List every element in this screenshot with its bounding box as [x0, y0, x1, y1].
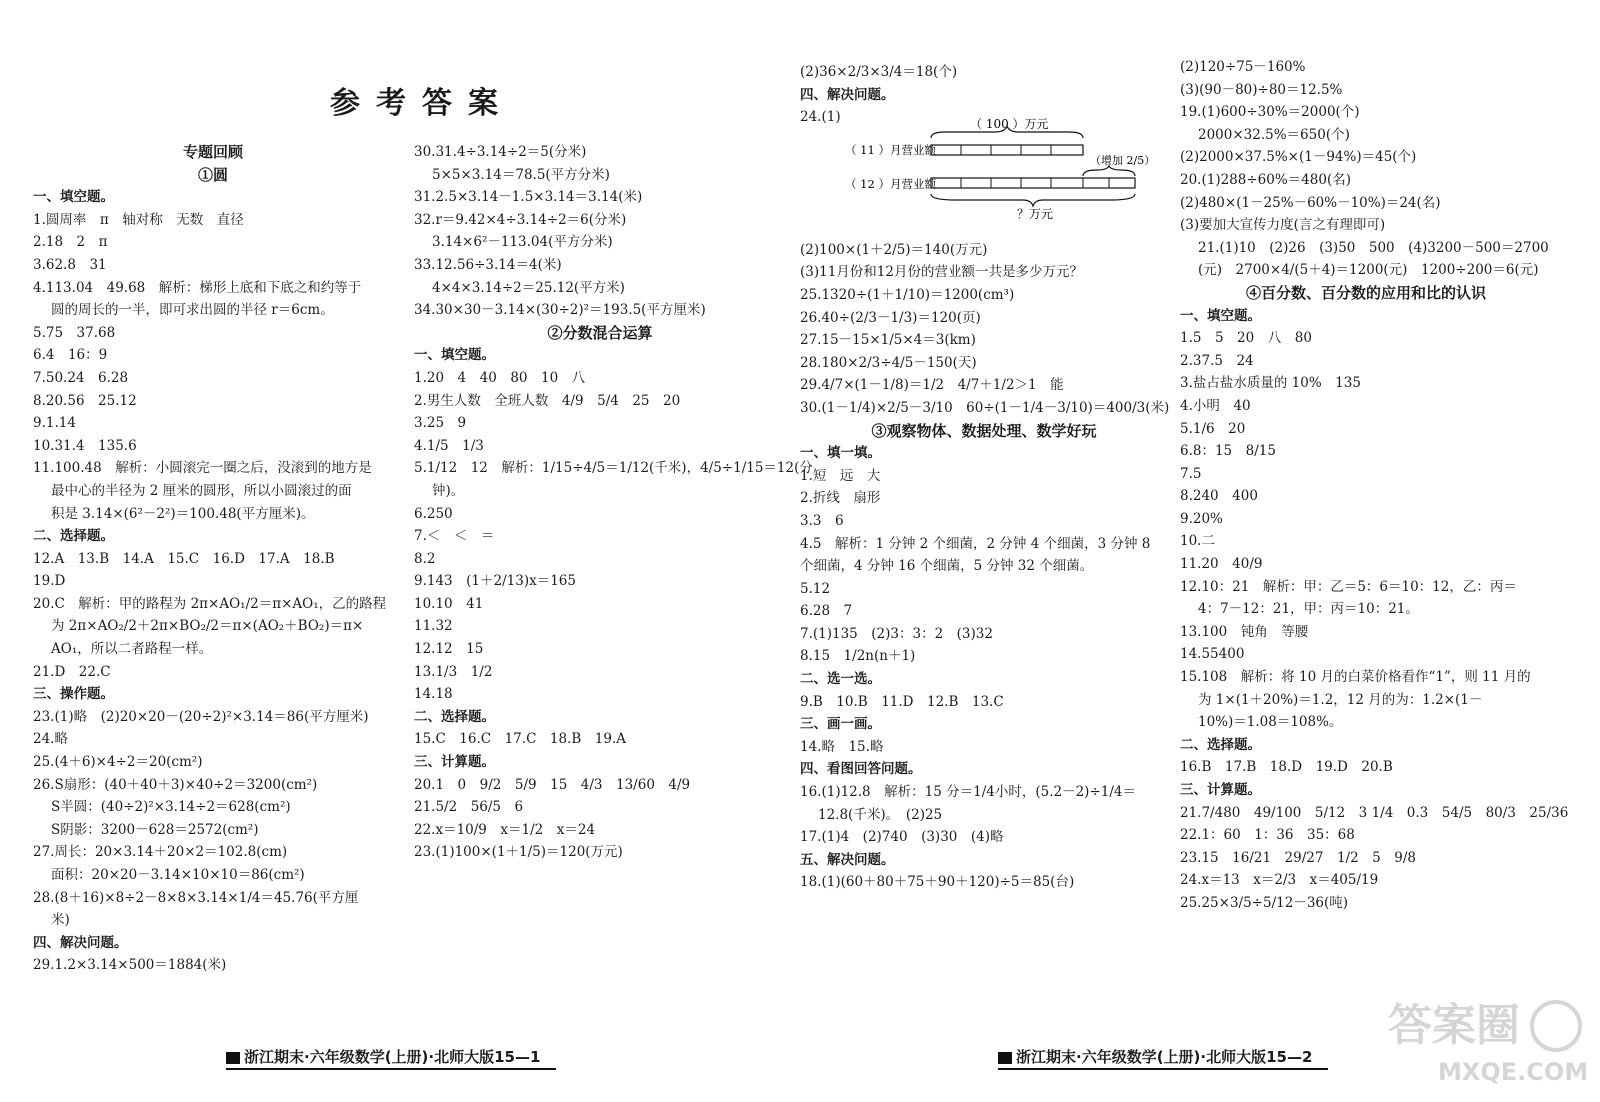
col4-line-6: (2)480×(1－25%－60%－10%)＝24(名): [1180, 194, 1441, 211]
col1-line-21: 为 2π×AO₂/2＋2π×BO₂/2＝π×(AO₂＋BO₂)＝π×: [51, 618, 364, 635]
col2-line-28: 20.1 0 9/2 5/9 15 4/3 13/60 4/9: [414, 776, 691, 793]
col3-line-4: (3)11月份和12月份的营业额一共是多少万元？: [800, 264, 1083, 281]
footer-left-text: 浙江期末·六年级数学(上册)·北师大版15—1: [244, 1048, 541, 1066]
col1-line-13: 10.31.4 135.6: [33, 437, 137, 454]
col2-line-1: 5×5×3.14＝78.5(平方分米): [432, 166, 610, 183]
footer-rule-left: [226, 1068, 556, 1070]
col2-line-23: 13.1/3 1/2: [414, 663, 493, 680]
col3-line-19: 6.28 7: [800, 603, 853, 620]
diagram-bottom-label: ？万元: [1017, 207, 1054, 220]
col3-line-3: (2)100×(1＋2/5)＝140(万元): [800, 241, 988, 258]
col4-line-0: (2)120÷75－160%: [1180, 59, 1306, 75]
diagram-row1-label: （ 11 ）月营业额: [845, 143, 936, 157]
col4-line-27: 15.108 解析：将 10 月的白菜价格看作“1”，则 11 月的: [1180, 669, 1531, 686]
col2-line-19: 9.143 (1＋2/13)x＝165: [414, 573, 576, 590]
col1-line-1: ①圆: [197, 165, 228, 184]
col4-line-1: (3)(90－80)÷80＝12.5%: [1180, 81, 1343, 98]
col4-line-25: 13.100 钝角 等腰: [1180, 623, 1309, 640]
col1-line-18: 12.A 13.B 14.A 15.C 16.D 17.A 18.B: [33, 550, 335, 567]
col2-line-20: 10.10 41: [414, 595, 484, 612]
col1-line-34: 米): [51, 912, 70, 929]
col1-line-9: 6.4 16：9: [33, 347, 108, 364]
footer-mark-icon: [226, 1052, 240, 1064]
col3-line-31: 18.(1)(60＋80＋75＋90＋120)÷5＝85(台): [800, 874, 1075, 891]
col3-line-28: 12.8(千米)。 (2)25: [818, 806, 943, 823]
col1-line-19: 19.D: [33, 573, 66, 590]
col2-line-27: 三、计算题。: [414, 754, 495, 771]
col4-line-37: 25.25×3/5÷5/12－36(吨): [1180, 894, 1349, 911]
footer-right-text: 浙江期末·六年级数学(上册)·北师大版15—2: [1016, 1048, 1313, 1066]
col4-line-19: 8.240 400: [1180, 488, 1258, 505]
col1-line-35: 四、解决问题。: [33, 934, 128, 951]
col4-line-16: 5.1/6 20: [1180, 420, 1246, 437]
col4-line-23: 12.10：21 解析：甲：乙＝5：6＝10：12，乙：丙＝: [1180, 578, 1517, 595]
col3-line-18: 5.12: [800, 580, 831, 597]
col4-line-17: 6.8：15 8/15: [1180, 443, 1276, 460]
col4-line-30: 二、选择题。: [1180, 736, 1261, 753]
col3-line-13: 1.短 远 大: [800, 467, 881, 484]
col2-line-14: 5.1/12 12 解析：1/15÷4/5＝1/12(千米)，4/5÷1/15＝12(分: [414, 460, 813, 477]
col2-line-18: 8.2: [414, 550, 436, 567]
col1-line-22: AO₁，所以二者路程一样。: [51, 641, 213, 658]
col2-line-13: 4.1/5 1/3: [414, 437, 484, 454]
col3-line-2: 24.(1): [800, 109, 841, 126]
col4-line-26: 14.55400: [1180, 646, 1245, 663]
col1-line-6: 4.113.04 49.68 解析：梯形上底和下底之和约等于: [33, 279, 362, 296]
col2-line-4: 3.14×6²－113.04(平方分米): [432, 234, 613, 251]
col3-line-20: 7.(1)135 (2)3：3：2 (3)32: [800, 625, 993, 642]
col1-line-11: 8.20.56 25.12: [33, 392, 137, 409]
col1-line-33: 28.(8＋16)×8÷2－8×8×3.14×1/4＝45.76(平方厘: [33, 889, 359, 906]
col1-line-12: 9.1.14: [33, 415, 76, 432]
col4-line-22: 11.20 40/9: [1180, 556, 1263, 573]
col2-line-30: 22.x＝10/9 x＝1/2 x＝24: [414, 821, 596, 838]
col1-line-20: 20.C 解析：甲的路程为 2π×AO₁/2＝π×AO₁，乙的路程: [33, 595, 387, 612]
col1-line-23: 21.D 22.C: [33, 663, 111, 680]
col2-line-25: 二、选择题。: [414, 708, 495, 725]
col2-line-12: 3.25 9: [414, 415, 467, 432]
col1-line-3: 1.圆周率 π 轴对称 无数 直径: [33, 211, 244, 228]
col3-line-7: 27.15－15×1/5×4＝3(km): [800, 332, 976, 349]
col4-line-5: 20.(1)288÷60%＝480(名): [1180, 171, 1351, 188]
col2-line-11: 2.男生人数 全班人数 4/9 5/4 25 20: [414, 392, 681, 409]
col2-line-22: 12.12 15: [414, 641, 484, 658]
diagram-increase-label: （增加 2/5）: [1090, 154, 1156, 167]
col4-line-12: 1.5 5 20 八 80: [1180, 330, 1312, 347]
col1-line-30: S阴影：3200－628＝2572(cm²): [51, 821, 259, 838]
answer-column-2: [414, 141, 813, 864]
col3-line-30: 五、解决问题。: [800, 851, 895, 868]
col1-line-15: 最中心的半径为 2 厘米的圆形，所以小圆滚过的面: [51, 482, 352, 499]
segment-diagram: [845, 116, 1175, 220]
watermark-logo: [1378, 988, 1588, 1088]
col4-line-11: 一、填空题。: [1180, 307, 1261, 324]
col1-line-28: 26.S扇形：(40＋40＋3)×40÷2＝3200(cm²): [33, 776, 318, 793]
col4-line-3: 2000×32.5%＝650(个): [1198, 126, 1350, 143]
col2-line-9: 一、填空题。: [414, 347, 495, 364]
col1-line-24: 三、操作题。: [33, 686, 114, 703]
col1-line-36: 29.1.2×3.14×500＝1884(米): [33, 957, 227, 974]
page-title: 参考答案: [330, 86, 514, 121]
col4-line-14: 3.盐占盐水质量的 10% 135: [1180, 375, 1361, 392]
col1-line-2: 一、填空题。: [33, 189, 114, 206]
col3-line-0: (2)36×2/3×3/4＝18(个): [800, 64, 958, 80]
footer-rule-right: [998, 1068, 1328, 1070]
col3-line-26: 四、看图回答问题。: [800, 761, 922, 778]
col3-line-9: 29.4/7×(1－1/8)＝1/2 4/7＋1/2＞1 能: [800, 377, 1064, 394]
col4-line-32: 三、计算题。: [1180, 782, 1261, 798]
col4-line-35: 23.15 16/21 29/27 1/2 5 9/8: [1180, 849, 1416, 866]
col4-line-33: 21.7/480 49/100 5/12 3 1/4 0.3 54/5 80/3 25/36: [1180, 804, 1569, 821]
col4-line-24: 4：7－12：21，甲：丙＝10：21。: [1198, 601, 1419, 618]
col4-line-28: 为 1×(1＋20%)＝1.2，12 月的为：1.2×(1－: [1198, 691, 1483, 708]
col4-line-18: 7.5: [1180, 465, 1202, 482]
col2-line-8: ②分数混合运算: [547, 323, 653, 342]
col2-line-31: 23.(1)100×(1＋1/5)＝120(万元): [414, 844, 623, 861]
col2-line-3: 32.r＝9.42×4÷3.14÷2＝6(分米): [414, 211, 627, 228]
col1-line-16: 积是 3.14×(6²－2²)＝100.48(平方厘米)。: [51, 505, 315, 522]
col3-line-17: 个细菌，4 分钟 16 个细菌，5 分钟 32 个细菌。: [800, 558, 1094, 575]
col4-line-15: 4.小明 40: [1180, 397, 1251, 414]
watermark-url: MXQE.COM: [1438, 1058, 1588, 1086]
col1-line-5: 3.62.8 31: [33, 256, 107, 273]
col4-line-31: 16.B 17.B 18.D 19.D 20.B: [1180, 759, 1393, 776]
col3-line-29: 17.(1)4 (2)740 (3)30 (4)略: [800, 829, 1004, 846]
col3-line-10: 30.(1－1/4)×2/5－3/10 60÷(1－1/4－3/10)＝400/3(米): [800, 399, 1170, 416]
col2-line-5: 33.12.56÷3.14＝4(米): [414, 256, 562, 273]
answer-column-4: [1180, 56, 1569, 915]
col4-line-8: 21.(1)10 (2)26 (3)50 500 (4)3200－500＝2700: [1198, 239, 1549, 256]
col1-line-31: 27.周长：20×3.14＋20×2＝102.8(cm): [33, 844, 288, 861]
col4-line-13: 2.37.5 24: [1180, 352, 1254, 369]
footer-right: [998, 1046, 1312, 1067]
col3-line-16: 4.5 解析：1 分钟 2 个细菌，2 分钟 4 个细菌，3 分钟 8: [800, 535, 1151, 552]
col2-line-29: 21.5/2 56/5 6: [414, 799, 524, 816]
col1-line-29: S半圆：(40÷2)²×3.14÷2＝628(cm²): [51, 799, 291, 816]
col2-line-2: 31.2.5×3.14－1.5×3.14＝3.14(米): [414, 189, 643, 206]
col1-line-8: 5.75 37.68: [33, 324, 116, 341]
col2-line-6: 4×4×3.14÷2＝25.12(平方米): [432, 279, 625, 296]
col4-line-34: 22.1：60 1：36 35：68: [1180, 827, 1355, 844]
col2-line-21: 11.32: [414, 618, 453, 635]
col3-line-8: 28.180×2/3÷4/5－150(天): [800, 354, 977, 371]
col1-line-26: 24.略: [33, 731, 68, 748]
col3-line-14: 2.折线 扇形: [800, 490, 881, 507]
col2-line-26: 15.C 16.C 17.C 18.B 19.A: [414, 731, 627, 748]
col1-line-10: 7.50.24 6.28: [33, 369, 129, 386]
diagram-top-label: （ 100 ）万元: [970, 117, 1049, 131]
col4-line-9: (元) 2700×4/(5＋4)＝1200(元) 1200÷200＝6(元): [1198, 262, 1539, 279]
col3-line-21: 8.15 1/2n(n＋1): [800, 648, 916, 665]
col1-line-7: 圆的周长的一半，即可求出圆的半径 r＝6cm。: [51, 302, 334, 319]
col4-line-36: 24.x＝13 x＝2/3 x＝405/19: [1180, 872, 1379, 889]
col1-line-25: 23.(1)略 (2)20×20－(20÷2)²×3.14＝86(平方厘米): [33, 708, 369, 725]
col4-line-29: 10%)＝1.08＝108%。: [1198, 714, 1343, 731]
col4-line-20: 9.20%: [1180, 510, 1223, 527]
col3-line-1: 四、解决问题。: [800, 86, 895, 103]
answer-column-1: [33, 141, 393, 977]
col3-line-25: 14.略 15.略: [800, 738, 884, 755]
col3-line-24: 三、画一画。: [800, 716, 881, 733]
col3-line-27: 16.(1)12.8 解析：15 分＝1/4小时，(5.2－2)÷1/4＝: [800, 784, 1136, 801]
col2-line-16: 6.250: [414, 505, 453, 522]
diagram-row2-label: （ 12 ）月营业额: [845, 177, 936, 191]
col3-line-12: 一、填一填。: [800, 445, 881, 462]
col4-line-10: ④百分数、百分数的应用和比的认识: [1245, 283, 1486, 302]
footer-left: [226, 1046, 540, 1067]
col4-line-4: (2)2000×37.5%×(1－94%)＝45(个): [1180, 149, 1417, 166]
col3-line-11: ③观察物体、数据处理、数学好玩: [871, 421, 1097, 440]
col3-line-5: 25.1320÷(1＋1/10)＝1200(cm³): [800, 286, 1015, 303]
col1-line-14: 11.100.48 解析：小圆滚完一圈之后，没滚到的地方是: [33, 460, 372, 477]
col2-line-10: 1.20 4 40 80 10 八: [414, 369, 586, 386]
col2-line-17: 7.＜ ＜ ＝: [414, 528, 495, 545]
col1-line-27: 25.(4＋6)×4÷2＝20(cm²): [33, 754, 203, 771]
col3-line-6: 26.40÷(2/3－1/3)＝120(页): [800, 309, 981, 326]
col2-line-15: 钟)。: [432, 482, 465, 499]
col1-line-17: 二、选择题。: [33, 528, 114, 545]
col4-line-7: (3)要加大宣传力度(言之有理即可): [1180, 217, 1386, 234]
watermark-logo-text: 答案圈: [1388, 1000, 1520, 1051]
col4-line-21: 10.二: [1180, 533, 1215, 550]
col2-line-7: 34.30×30－3.14×(30÷2)²＝193.5(平方厘米): [414, 302, 706, 319]
col3-line-15: 3.3 6: [800, 512, 844, 529]
col3-line-22: 二、选一选。: [800, 671, 881, 688]
footer-mark-icon: [998, 1052, 1012, 1064]
col2-line-0: 30.31.4÷3.14÷2＝5(分米): [414, 144, 587, 160]
col1-line-4: 2.18 2 π: [33, 234, 108, 251]
col2-line-24: 14.18: [414, 686, 453, 703]
col4-line-2: 19.(1)600÷30%＝2000(个): [1180, 104, 1360, 121]
col1-line-32: 面积：20×20－3.14×10×10＝86(cm²): [51, 867, 305, 883]
col3-line-23: 9.B 10.B 11.D 12.B 13.C: [800, 693, 1004, 710]
col1-line-0: 专题回顾: [182, 143, 243, 161]
